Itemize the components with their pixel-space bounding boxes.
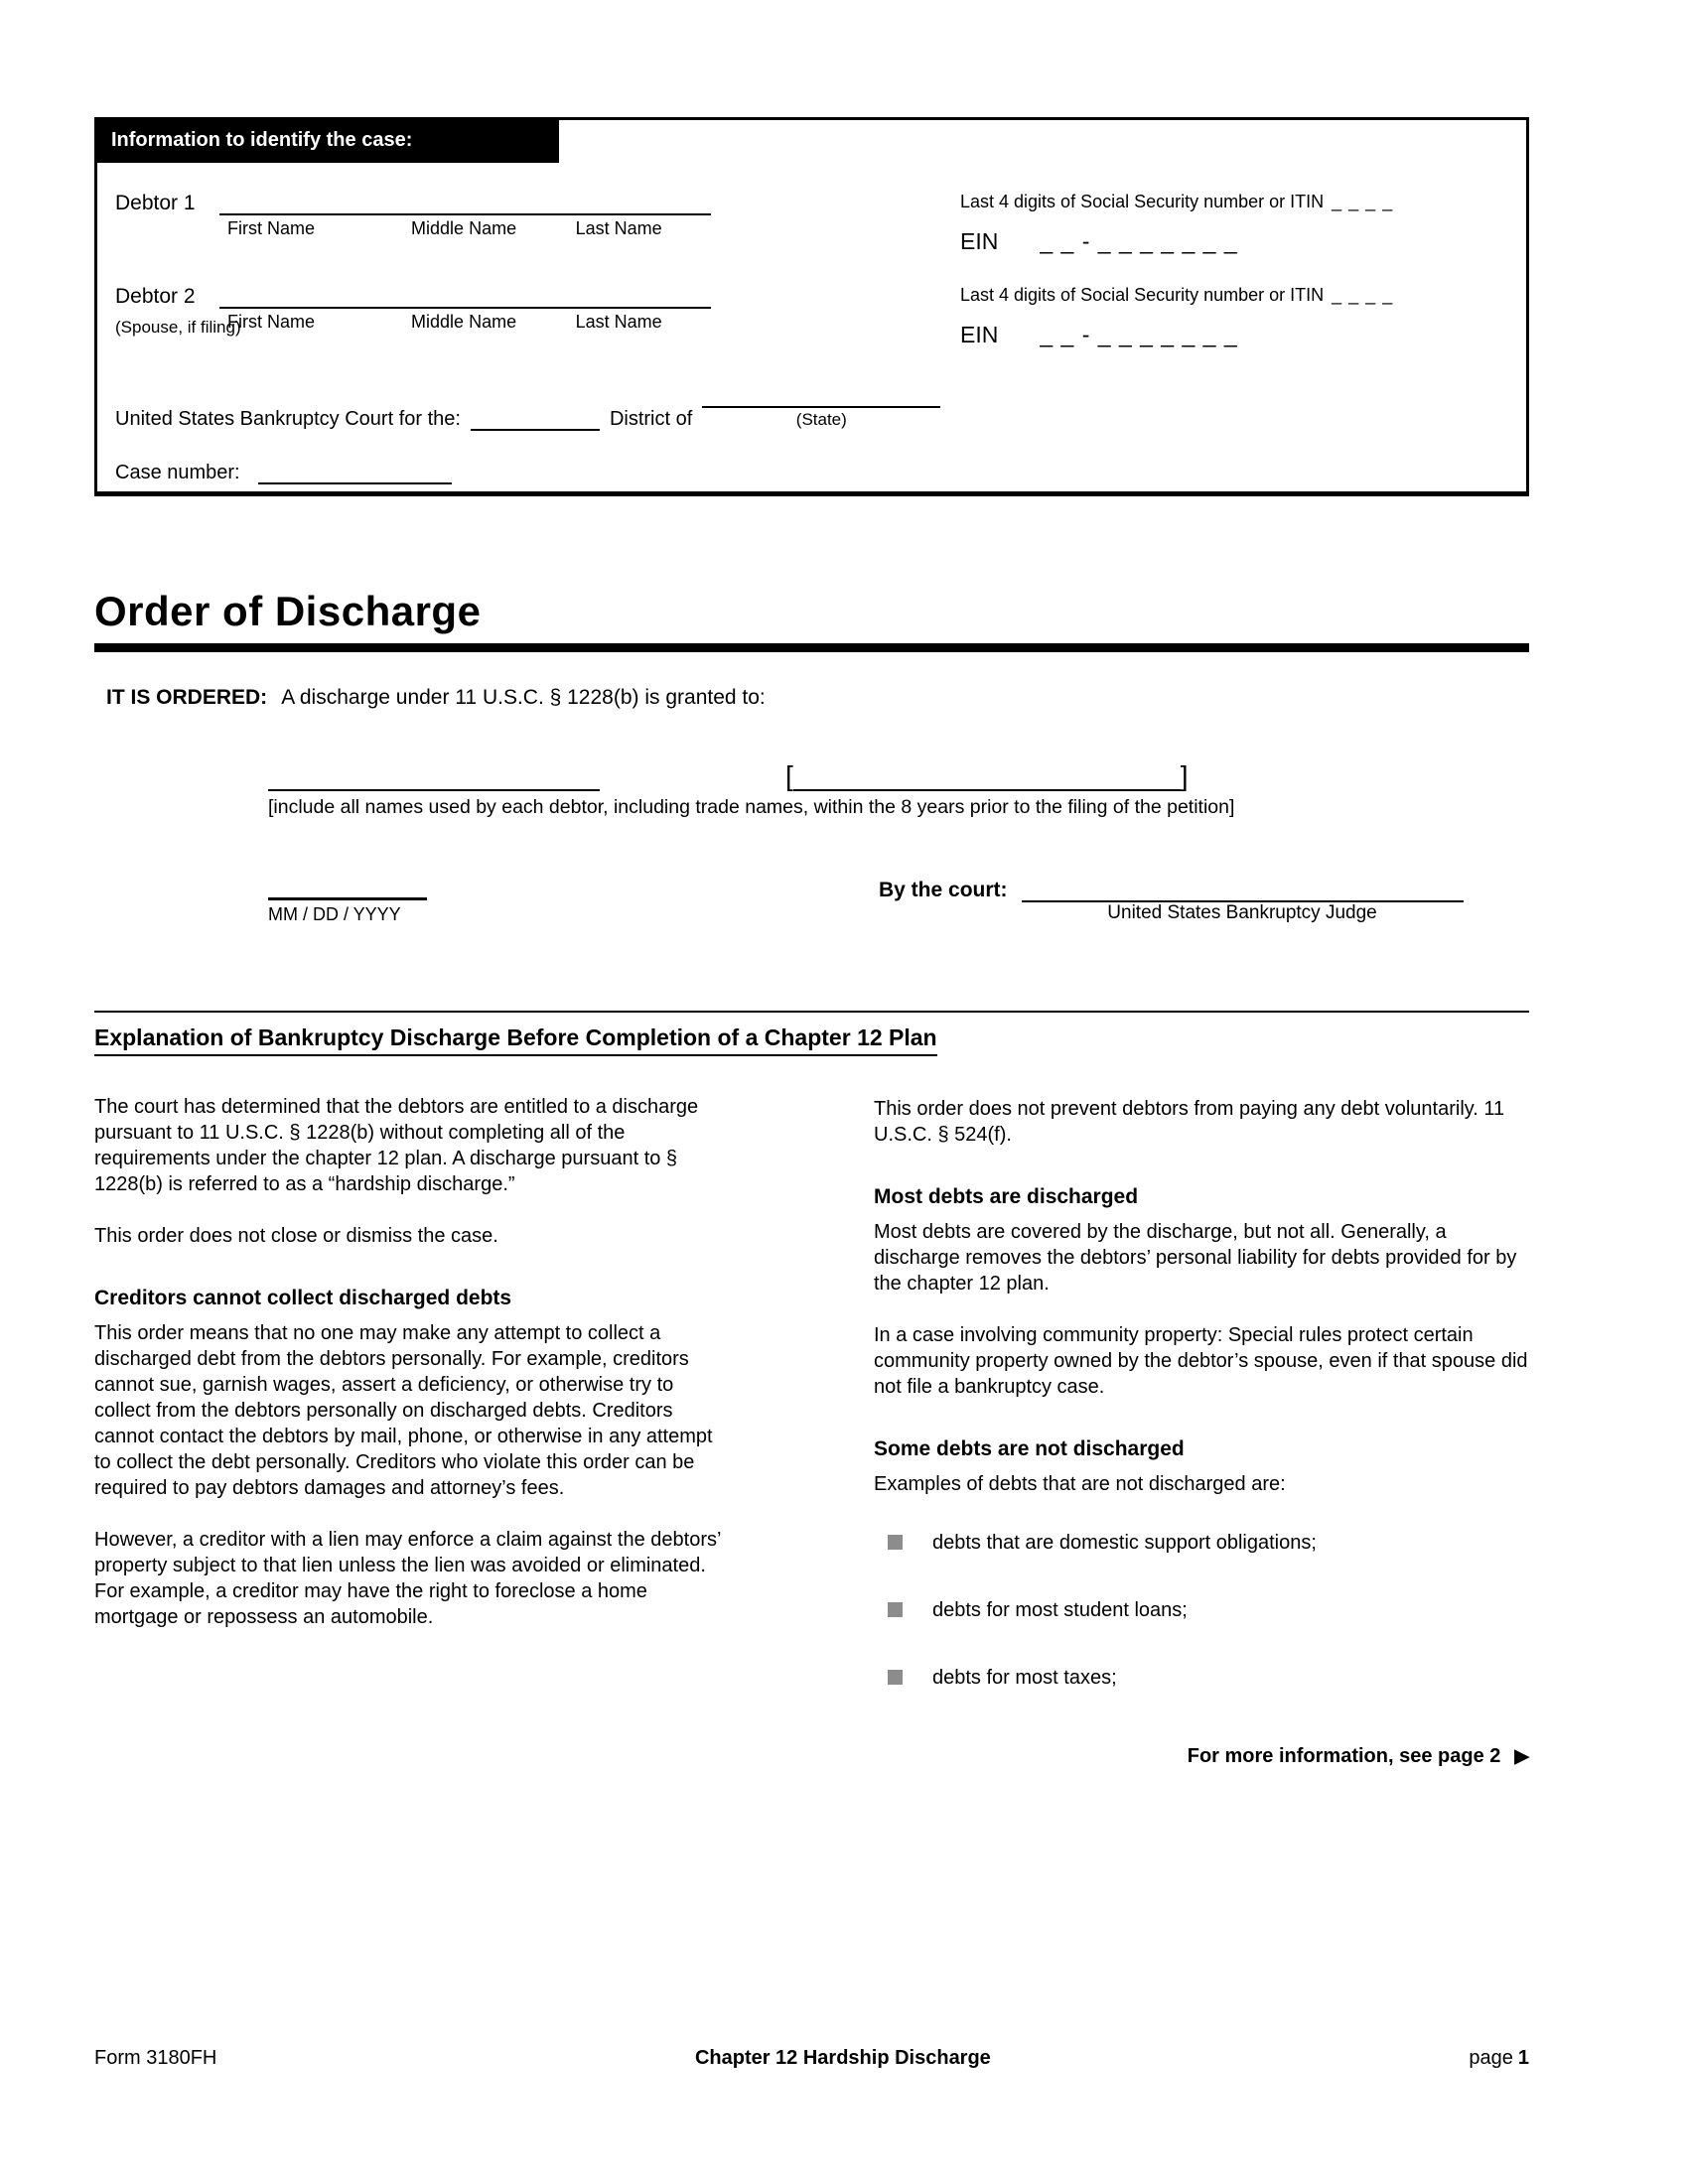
explanation-heading: Explanation of Bankruptcy Discharge Before Completion of a Chapter 12 Plan [94,1024,937,1056]
debtor1-ein-label: EIN [960,228,999,254]
case-id-tab-label: Information to identify the case: [111,128,413,151]
aka-names-line[interactable] [793,765,1181,791]
more-info-text: For more information, see page 2 [1187,1745,1501,1767]
debtor2-middle-name-hint: Middle Name [411,312,517,332]
debtor1-name-line[interactable] [219,192,711,215]
ordered-label: IT IS ORDERED: [106,686,268,709]
debtor1-ein-blanks[interactable]: _ _ - _ _ _ _ _ _ _ [1040,228,1238,254]
debtor2-name-line[interactable] [219,285,711,309]
date-format-hint: MM / DD / YYYY [268,904,401,924]
right-paragraph-2: Most debts are covered by the discharge, but not all. Generally, a discharge removes the debtors’ personal liability for debts provided for by the chapter 12 plan. [874,1221,1517,1295]
ordered-line [94,686,1529,710]
debtor2-ssn-blanks[interactable]: _ _ _ _ [1332,285,1394,305]
list-item [874,1598,1529,1622]
debtor2-ein-label: EIN [960,322,999,347]
right-paragraph-3: In a case involving community property: Special rules protect certain community property owned by the debtor’s spouse, even if that spouse did not file a bankruptcy case. [874,1324,1528,1398]
page-title: Order of Discharge [94,588,482,634]
date-stack [268,877,427,925]
close-bracket: ] [1180,760,1189,791]
more-info-note [874,1745,1529,1768]
list-item [874,1531,1529,1555]
debtor-names-line[interactable] [268,765,600,791]
right-column [874,1094,1529,1768]
most-debts-heading: Most debts are discharged [874,1185,1139,1208]
left-paragraph-2: This order does not close or dismiss the case. [94,1225,498,1247]
debtor1-ssn-blanks[interactable]: _ _ _ _ [1332,192,1394,211]
list-item [874,1666,1529,1690]
debtor2-name-stack [219,285,711,338]
column-gap [730,1094,874,1768]
page-indicator [1469,2047,1529,2070]
creditors-heading: Creditors cannot collect discharged debts [94,1287,512,1309]
by-court-label: By the court: [879,879,1008,901]
district-label: District of [609,408,693,430]
page-label: page [1469,2047,1513,2069]
debtor2-label-stack [115,285,241,338]
debtor1-name-stack [219,192,711,239]
left-paragraph-1: The court has determined that the debtors are entitled to a discharge pursuant to 11 U.S.C. § 1228(b) without completing all of the requirements under the chapter 12 plan. A discharge pursuant to § 1228(b) is referred to as a “hardship discharge.” [94,1096,699,1195]
state-stack [702,384,940,431]
court-row [115,384,1504,431]
debtor1-ssn-label: Last 4 digits of Social Security number or ITIN [960,192,1325,211]
square-bullet-icon [888,1535,903,1550]
ordered-text: A discharge under 11 U.S.C. § 1228(b) is granted to: [281,686,766,709]
square-bullet-icon [888,1602,903,1617]
debtor1-id-numbers [960,192,1504,255]
form-number: Form 3180FH [94,2047,217,2069]
some-debts-heading: Some debts are not discharged [874,1437,1185,1460]
names-note: [include all names used by each debtor, including trade names, within the 8 years prior to the filing of the petition] [268,796,1235,818]
state-line[interactable] [702,384,940,408]
debtor2-ein-line [960,322,1504,348]
district-name-line[interactable] [471,407,600,431]
debtor2-sublabel: (Spouse, if filing) [115,318,241,337]
debtor1-left [115,192,711,239]
debtor2-id-numbers [960,285,1504,348]
debtor2-last-name-hint: Last Name [575,312,662,332]
signature-stack [1022,877,1464,924]
date-line[interactable] [268,877,427,900]
case-number-label: Case number: [115,462,240,483]
list-item-text: debts for most taxes; [932,1667,1117,1689]
right-paragraph-4: Examples of debts that are not discharged are: [874,1473,1286,1495]
case-identification-box [94,117,1529,496]
court-signature-group [879,877,1464,924]
left-paragraph-3: This order means that no one may make any attempt to collect a discharged debt from the debtors personally. For example, creditors cannot sue, garnish wages, assert a deficiency, or otherwise try to collect from the debtors personally on discharged debts. Creditors cannot contact the debtors by mail, phone, or otherwise in any attempt to collect the debt personally. Creditors who violate this order can be required to pay debtors damages and attorney’s fees. [94,1322,713,1499]
granted-names-row [94,761,1529,791]
debtor1-last-name-hint: Last Name [575,218,662,238]
case-number-line[interactable] [258,461,452,484]
right-paragraph-1: This order does not prevent debtors from paying any debt voluntarily. 11 U.S.C. § 524(f). [874,1098,1505,1146]
case-number-row [115,461,1504,484]
debtor2-ssn-line [960,285,1504,306]
state-hint: (State) [795,410,847,429]
not-discharged-list [874,1531,1529,1690]
list-item-text: debts that are domestic support obligations; [932,1532,1317,1554]
debtor1-name-hints [219,218,711,239]
debtor1-label: Debtor 1 [115,192,196,214]
debtor2-left [115,285,711,338]
debtor1-first-name-hint: First Name [227,218,316,238]
debtor1-middle-name-hint: Middle Name [411,218,517,238]
case-id-tab [94,117,559,163]
aka-names-group [785,761,1189,791]
debtor1-ssn-line [960,192,1504,212]
debtor2-first-name-hint: First Name [227,312,316,332]
form-title: Chapter 12 Hardship Discharge [694,2047,991,2069]
debtor2-row [115,285,1504,348]
court-line-prefix: United States Bankruptcy Court for the: [115,408,461,430]
explanation-columns [94,1094,1529,1768]
arrow-right-icon: ▶ [1514,1746,1529,1767]
square-bullet-icon [888,1670,903,1685]
page-number: 1 [1517,2047,1529,2069]
left-column [94,1094,730,1768]
debtor1-ein-line [960,228,1504,255]
judge-title: United States Bankruptcy Judge [1107,902,1377,923]
page-footer [94,2047,1529,2070]
debtor2-name-hints [219,312,711,333]
debtor2-label: Debtor 2 [115,285,196,308]
debtor2-ein-blanks[interactable]: _ _ - _ _ _ _ _ _ _ [1040,322,1238,347]
judge-signature-line[interactable] [1022,877,1464,902]
list-item-text: debts for most student loans; [932,1599,1188,1621]
title-rule [94,643,1529,652]
open-bracket: [ [785,760,793,791]
date-signature-row [94,877,1529,925]
left-paragraph-4: However, a creditor with a lien may enforce a claim against the debtors’ property subject to that lien unless the lien was avoided or eliminated. For example, a creditor may have the right to foreclose a home mortgage or repossess an automobile. [94,1529,721,1628]
debtor1-row [115,192,1504,255]
debtor2-ssn-label: Last 4 digits of Social Security number or ITIN [960,285,1325,305]
